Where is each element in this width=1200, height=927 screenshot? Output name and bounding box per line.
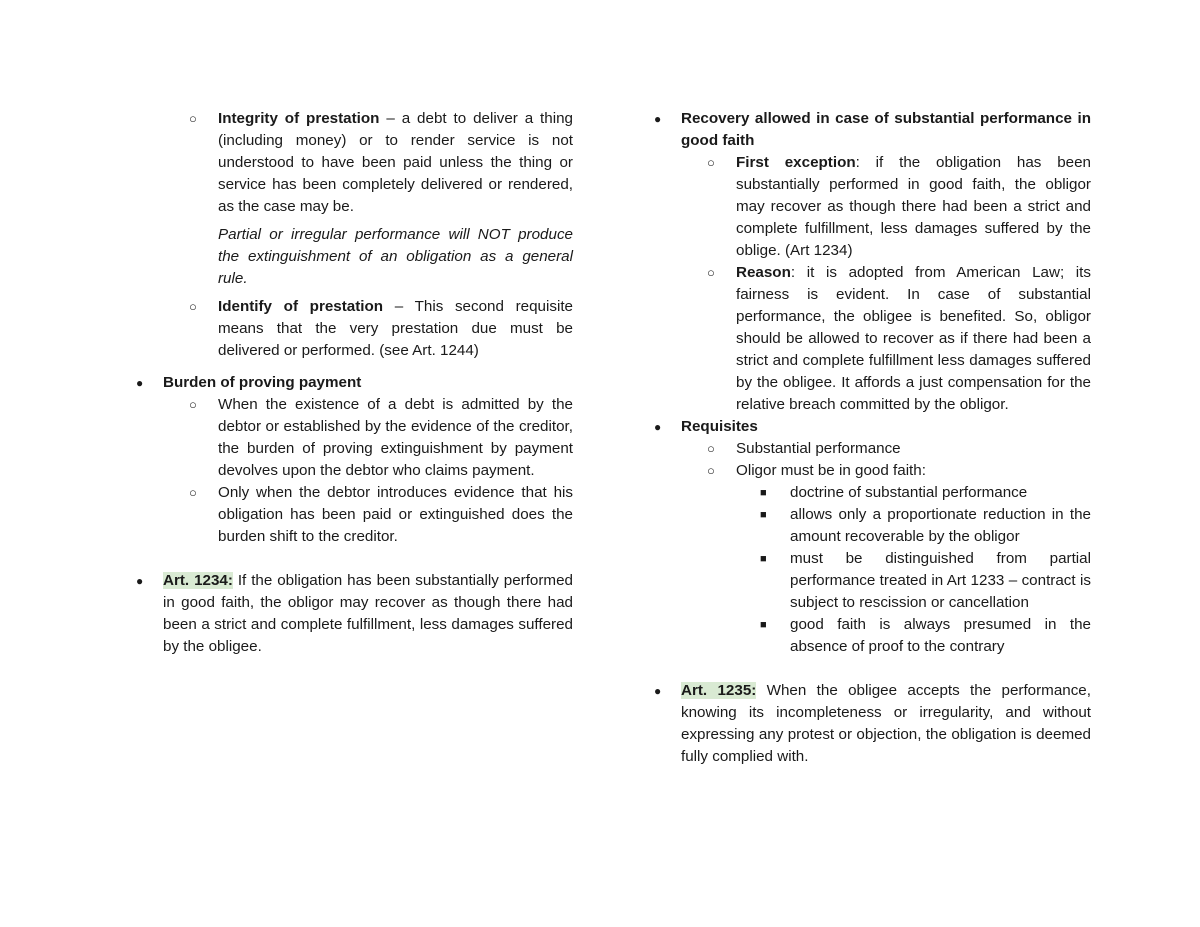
prestation-list (133, 108, 573, 362)
requisites-title: Requisites (681, 418, 758, 435)
right-column (651, 108, 1091, 768)
square-bullet-icon: ■ (760, 619, 767, 631)
list-item-sub-3 (651, 548, 1091, 614)
list-item-burden-1 (133, 394, 573, 482)
disc-bullet-icon: ● (654, 112, 662, 126)
burden-item-1: When the existence of a debt is admitted by the debtor or established by the evidence of the creditor, the burden of proving extinguishment by payment devolves upon the debtor who claims payment. (218, 396, 573, 479)
left-column (133, 108, 573, 658)
circle-bullet-icon: ○ (189, 397, 197, 412)
list-item-requisite-1 (651, 438, 1091, 460)
first-exception-text: : if the obligation has been substantially performed in good faith, the obligor may recover as though there had been a strict and complete fulfillment, less damages suffered by the oblige. (Art 1234) (736, 154, 1091, 259)
sub-item-2: allows only a proportionate reduction in the amount recoverable by the obligor (790, 506, 1091, 545)
recovery-list (651, 108, 1091, 152)
requisite-item-1: Substantial performance (736, 440, 901, 457)
burden-title: Burden of proving payment (163, 374, 362, 391)
sub-item-3: must be distinguished from partial performance treated in Art 1233 – contract is subject to rescission or cancellation (790, 550, 1091, 611)
art1234-label: Art. 1234: (163, 572, 233, 589)
circle-bullet-icon: ○ (707, 265, 715, 280)
good-faith-sublist (651, 482, 1091, 658)
recovery-title: Recovery allowed in case of substantial performance in good faith (681, 110, 1091, 149)
art1234-text: If the obligation has been substantially performed in good faith, the obligor may recover as though there had been a strict and complete fulfillment, less damages suffered by the obligee. (163, 572, 573, 655)
list-item-requisites (651, 416, 1091, 438)
list-item-first-exception (651, 152, 1091, 262)
art1234-paragraph (163, 570, 573, 658)
identify-paragraph (218, 296, 573, 362)
sub-item-4: good faith is always presumed in the absence of proof to the contrary (790, 616, 1091, 655)
integrity-title: Integrity of prestation (218, 110, 380, 127)
requisites-list (651, 416, 1091, 438)
disc-bullet-icon: ● (136, 376, 144, 390)
list-item-sub-4 (651, 614, 1091, 658)
list-item-identify (133, 296, 573, 362)
burden-sublist (133, 394, 573, 548)
list-item-art1234 (133, 570, 573, 658)
disc-bullet-icon: ● (654, 420, 662, 434)
square-bullet-icon: ■ (760, 509, 767, 521)
circle-bullet-icon: ○ (189, 299, 197, 314)
burden-item-2: Only when the debtor introduces evidence that his obligation has been paid or extinguished does the burden shift to the creditor. (218, 484, 573, 545)
reason-text: : it is adopted from American Law; its fairness is evident. In case of substantial performance, the obligee is benefited. So, obligor should be allowed to recover as if there had been a strict and complete fulfillment less damages suffered by the obligee. It affords a just compensation for the relative breach committed by the obligor. (736, 264, 1091, 413)
square-bullet-icon: ■ (760, 553, 767, 565)
art1235-list (651, 680, 1091, 768)
art1234-list (133, 570, 573, 658)
circle-bullet-icon: ○ (189, 485, 197, 500)
list-item-burden-2 (133, 482, 573, 548)
art1235-text: When the obligee accepts the performance, knowing its incompleteness or irregularity, and without expressing any protest or objection, the obligation is deemed fully complied with. (681, 682, 1091, 765)
circle-bullet-icon: ○ (707, 155, 715, 170)
burden-list (133, 372, 573, 394)
list-item-art1235 (651, 680, 1091, 768)
reason-label: Reason (736, 264, 791, 281)
requisite-item-2: Oligor must be in good faith: (736, 462, 926, 479)
list-item-integrity (133, 108, 573, 296)
sub-item-1: doctrine of substantial performance (790, 484, 1028, 501)
square-bullet-icon: ■ (760, 487, 767, 499)
recovery-sublist (651, 152, 1091, 416)
requisites-sublist (651, 438, 1091, 482)
art1235-label: Art. 1235: (681, 682, 757, 699)
circle-bullet-icon: ○ (189, 111, 197, 126)
list-item-requisite-2 (651, 460, 1091, 482)
partial-note: Partial or irregular performance will NOT produce the extinguishment of an obligation as a general rule. (218, 226, 573, 287)
list-item-burden (133, 372, 573, 394)
list-item-sub-2 (651, 504, 1091, 548)
circle-bullet-icon: ○ (707, 441, 715, 456)
list-item-recovery (651, 108, 1091, 152)
list-item-sub-1 (651, 482, 1091, 504)
identify-text: – This second requisite means that the very prestation due must be delivered or performed. (see Art. 1244) (218, 298, 573, 359)
first-exception-label: First exception (736, 154, 856, 171)
list-item-reason (651, 262, 1091, 416)
first-exception-paragraph (736, 152, 1091, 262)
integrity-text: – a debt to deliver a thing (including money) or to render service is not understood to have been paid unless the thing or service has been completely delivered or rendered, as the case may be. (218, 110, 573, 215)
disc-bullet-icon: ● (654, 684, 662, 698)
circle-bullet-icon: ○ (707, 463, 715, 478)
art1235-paragraph (681, 680, 1091, 768)
disc-bullet-icon: ● (136, 574, 144, 588)
integrity-paragraph (218, 108, 573, 218)
identify-title: Identify of prestation (218, 298, 384, 315)
reason-paragraph (736, 262, 1091, 416)
